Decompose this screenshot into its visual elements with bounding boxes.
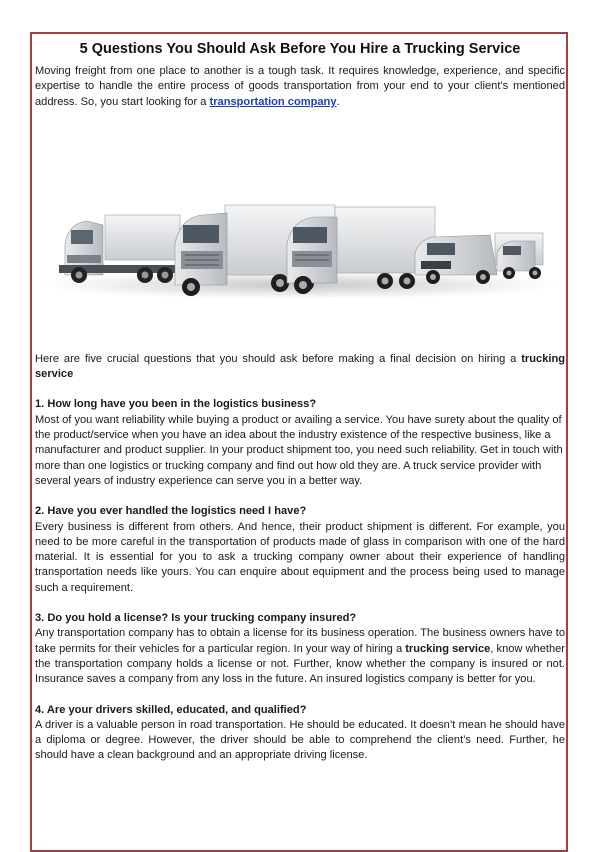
- trucks-image: [35, 125, 565, 335]
- question-4-heading: 4. Are your drivers skilled, educated, and qualified?: [35, 703, 307, 716]
- question-3-heading: 3. Do you hold a license? Is your trucking company insured?: [35, 612, 357, 625]
- transportation-company-link[interactable]: transportation company: [209, 95, 337, 108]
- trucks-illustration: [35, 125, 565, 335]
- question-1-heading: 1. How long have you been in the logistics business?: [35, 398, 317, 411]
- question-4-body: A driver is a valuable person in road transportation. He should be educated. It doesn’t mean he should have a diploma or degree. However, the driver should be able to comprehend the client’s need. Further, he should have a clean background and an appropriate driving license.: [35, 718, 565, 762]
- article: [35, 40, 565, 764]
- article-title: 5 Questions You Should Ask Before You Hire a Trucking Service: [79, 41, 521, 57]
- question-3-body-bold: trucking service: [405, 642, 491, 655]
- intro-end: .: [336, 95, 340, 108]
- question-3-body-a: Any transportation company has to obtain a license for its business operation. The business owners have to take permits for their vehicles for a particular region. In your way of hiring a: [35, 627, 565, 655]
- question-3-body-b: , know whether the transportation company holds a license or not. Further, know whether the company is insured or not. Insurance saves a company from any loss in the future. An insured logistics company is better for you.: [35, 642, 565, 686]
- intro-text: Moving freight from one place to another is a tough task. It requires knowledge, experience, and specific expertise to handle the entire process of goods transportation from your end to your client’s mentioned address. So, you start looking for a: [35, 65, 565, 108]
- question-2-heading: 2. Have you ever handled the logistics need I have?: [35, 505, 307, 518]
- question-1-body: Most of you want reliability while buying a product or availing a service. You have surety about the quality of the product/service when you have an idea about the industry existence of the respective business, like a manufacturer and product supplier. In your product shipment too, you need such reliability. Get in touch with more than one logistics or trucking company and find out how old they are. A truck service provider with several years of industry experience can serve you in a better way.: [35, 413, 563, 487]
- truck-1: [59, 215, 189, 283]
- intro-paragraph: [35, 64, 565, 110]
- lead-bold: trucking service: [35, 352, 565, 381]
- lead-paragraph: [35, 352, 565, 383]
- lead-text: Here are five crucial questions that you should ask before making a final decision on hiring a: [35, 352, 522, 365]
- question-2-body: Every business is different from others. And hence, their product shipment is different. For example, you need to be more careful in the transportation of products made of glass in comparison with one of the hard material. It is essential for you to ask a trucking company owner about their experience of handling transportation needs like yours. You can enquire about equipment and the process being used to manage such a requirement.: [35, 520, 565, 594]
- question-3-body: [35, 626, 565, 687]
